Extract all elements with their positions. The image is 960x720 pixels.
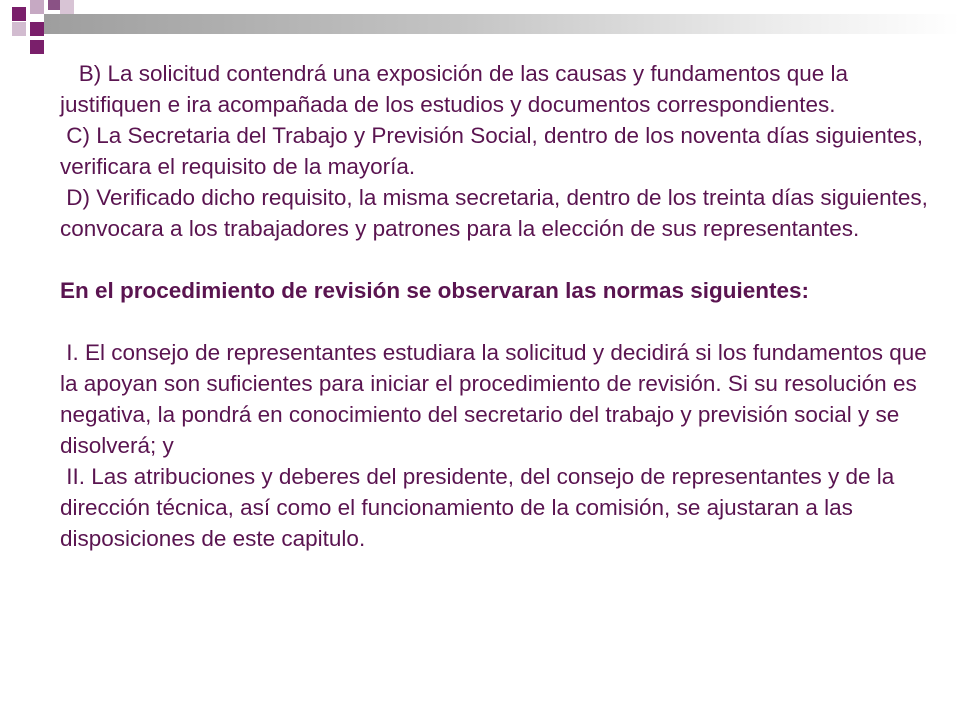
spacer xyxy=(60,244,930,275)
slide-body xyxy=(60,58,935,554)
spacer xyxy=(60,306,930,337)
decor-square xyxy=(60,0,74,14)
section-heading: En el procedimiento de revisión se observaran las normas siguientes: xyxy=(60,278,810,303)
header-gradient-bar xyxy=(44,14,960,34)
decor-square xyxy=(12,22,26,36)
paragraph-b: B) La solicitud contendrá una exposición de las causas y fundamentos que la justifiquen e ira acompañada de los estudios y documentos correspondientes. xyxy=(60,61,855,117)
decor-square xyxy=(48,0,60,10)
decor-square xyxy=(30,22,44,36)
paragraph-ii: II. Las atribuciones y deberes del presidente, del consejo de representantes y de la dirección técnica, así como el funcionamiento de la comisión, se ajustaran a las disposiciones de este capitulo. xyxy=(60,464,901,551)
decor-square xyxy=(30,0,44,14)
paragraph-i: I. El consejo de representantes estudiara la solicitud y decidirá si los fundamentos que la apoyan son suficientes para iniciar el procedimiento de revisión. Si su resolución es negativa, la pondrá en conocimiento del secretario del trabajo y previsión social y se disolverá; y xyxy=(60,340,934,458)
paragraph-c: C) La Secretaria del Trabajo y Previsión Social, dentro de los noventa días siguientes, verificara el requisito de la mayoría. xyxy=(60,123,930,179)
decor-square xyxy=(30,40,44,54)
paragraph-d: D) Verificado dicho requisito, la misma secretaria, dentro de los treinta días siguientes, convocara a los trabajadores y patrones para la elección de sus representantes. xyxy=(60,185,935,241)
decor-square xyxy=(12,7,26,21)
